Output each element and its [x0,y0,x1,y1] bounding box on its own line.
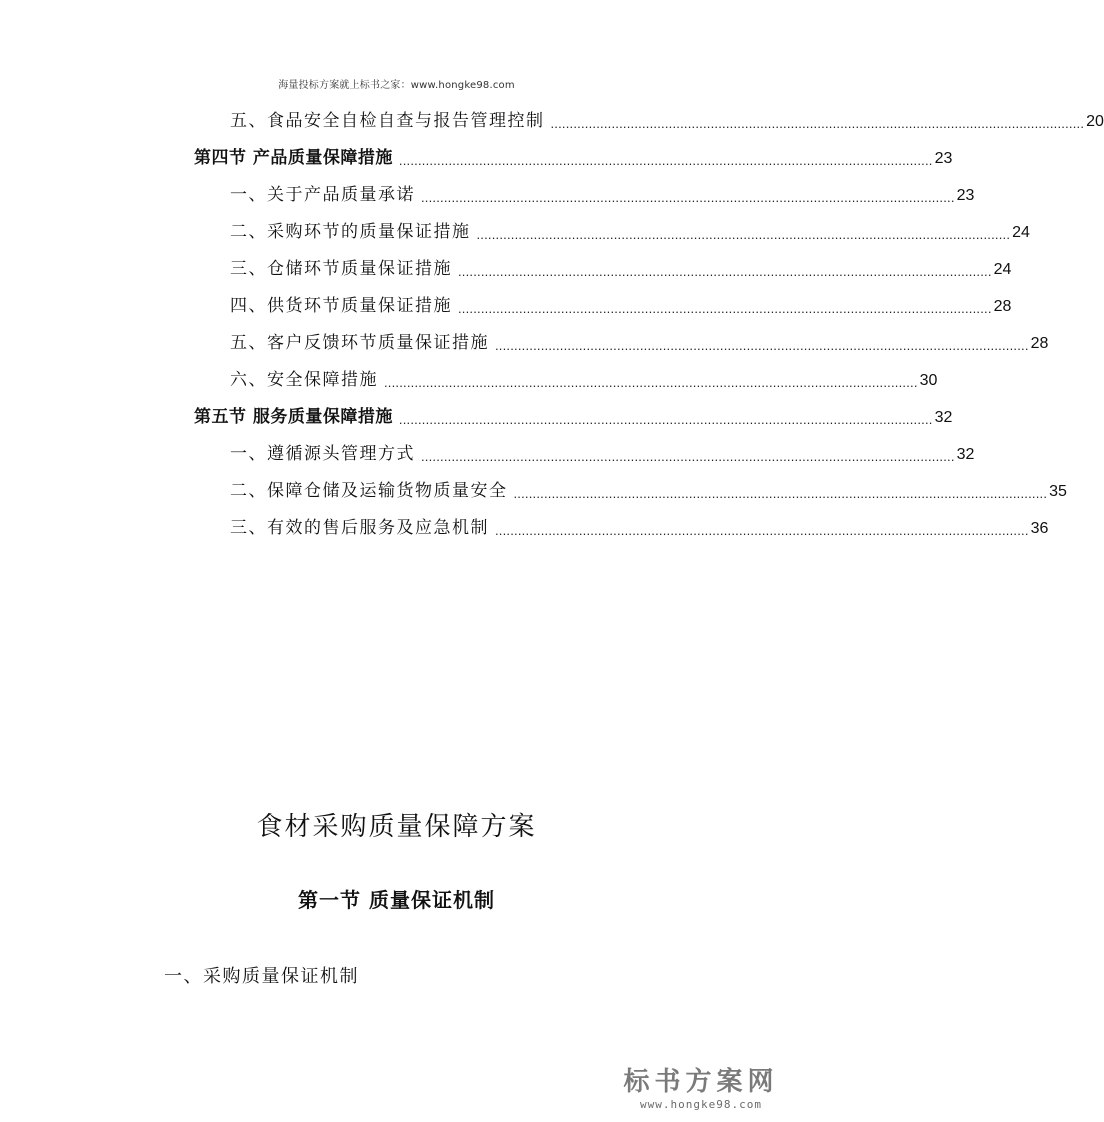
toc-leader-dots: ............................................................................................................................................ [476,227,1011,242]
toc-entry[interactable] [230,106,1104,136]
toc-entry-title: 四、供货环节质量保证措施 [230,296,452,316]
page-header-note: 海量投标方案就上标书之家：www.hongke98.com [278,80,515,91]
toc-entry-title: 五、食品安全自检自查与报告管理控制 [230,111,545,131]
toc-entry-title: 三、仓储环节质量保证措施 [230,259,452,279]
toc-entry-page: 36 [1030,520,1049,537]
toc-entry[interactable] [230,513,1049,543]
toc-entry[interactable] [230,291,1012,321]
toc-entry-page: 30 [919,372,938,389]
document-title: 食材采购质量保障方案 [256,812,537,842]
toc-leader-dots: ............................................................................................................................................ [421,190,955,205]
toc-entry-page: 32 [956,446,975,463]
toc-leader-dots: ............................................................................................................................................ [495,338,1029,353]
toc-entry[interactable] [230,476,1067,506]
toc-entry-title: 三、有效的售后服务及应急机制 [230,518,489,538]
toc-entry[interactable] [230,328,1049,358]
toc-entry[interactable] [194,143,953,173]
section-heading: 第一节 质量保证机制 [298,888,495,912]
toc-leader-dots: ............................................................................................................................................ [384,375,918,390]
toc-leader-dots: ............................................................................................................................................ [550,116,1085,131]
toc-entry-page: 20 [1086,113,1104,130]
watermark-logo [621,1066,781,1112]
toc-entry-page: 32 [934,409,953,426]
toc-entry[interactable] [230,365,938,395]
toc-entry-title: 二、采购环节的质量保证措施 [230,222,471,242]
toc-leader-dots: ............................................................................................................................................ [398,412,933,427]
toc-leader-dots: ............................................................................................................................................ [458,264,992,279]
watermark-name: 标书方案网 [623,1067,779,1097]
toc-entry-title: 五、客户反馈环节质量保证措施 [230,333,489,353]
toc-entry[interactable] [230,439,975,469]
toc-leader-dots: ............................................................................................................................................ [513,486,1048,501]
toc-entry-page: 23 [956,187,975,204]
toc-entry[interactable] [230,217,1030,247]
toc-leader-dots: ............................................................................................................................................ [495,523,1029,538]
toc-leader-dots: ............................................................................................................................................ [421,449,955,464]
toc-entry[interactable] [230,254,1012,284]
toc-entry[interactable] [230,180,975,210]
toc-entry-page: 24 [1012,224,1030,241]
toc-entry-title: 二、保障仓储及运输货物质量安全 [230,481,508,501]
toc-entry-title: 第四节 产品质量保障措施 [194,148,393,168]
toc-entry-page: 23 [934,150,953,167]
toc-entry-page: 24 [993,261,1012,278]
toc-entry-page: 28 [1030,335,1049,352]
toc-entry-page: 28 [993,298,1012,315]
watermark-url: www.hongke98.com [640,1098,762,1111]
toc-leader-dots: ............................................................................................................................................ [458,301,992,316]
toc-entry-title: 第五节 服务质量保障措施 [194,407,393,427]
toc-entry-title: 六、安全保障措施 [230,370,378,390]
toc-entry-title: 一、关于产品质量承诺 [230,185,415,205]
toc-leader-dots: ............................................................................................................................................ [398,153,933,168]
toc-entry-page: 35 [1049,483,1067,500]
toc-entry[interactable] [194,402,953,432]
toc-entry-title: 一、遵循源头管理方式 [230,444,415,464]
subsection-heading: 一、采购质量保证机制 [164,966,359,987]
